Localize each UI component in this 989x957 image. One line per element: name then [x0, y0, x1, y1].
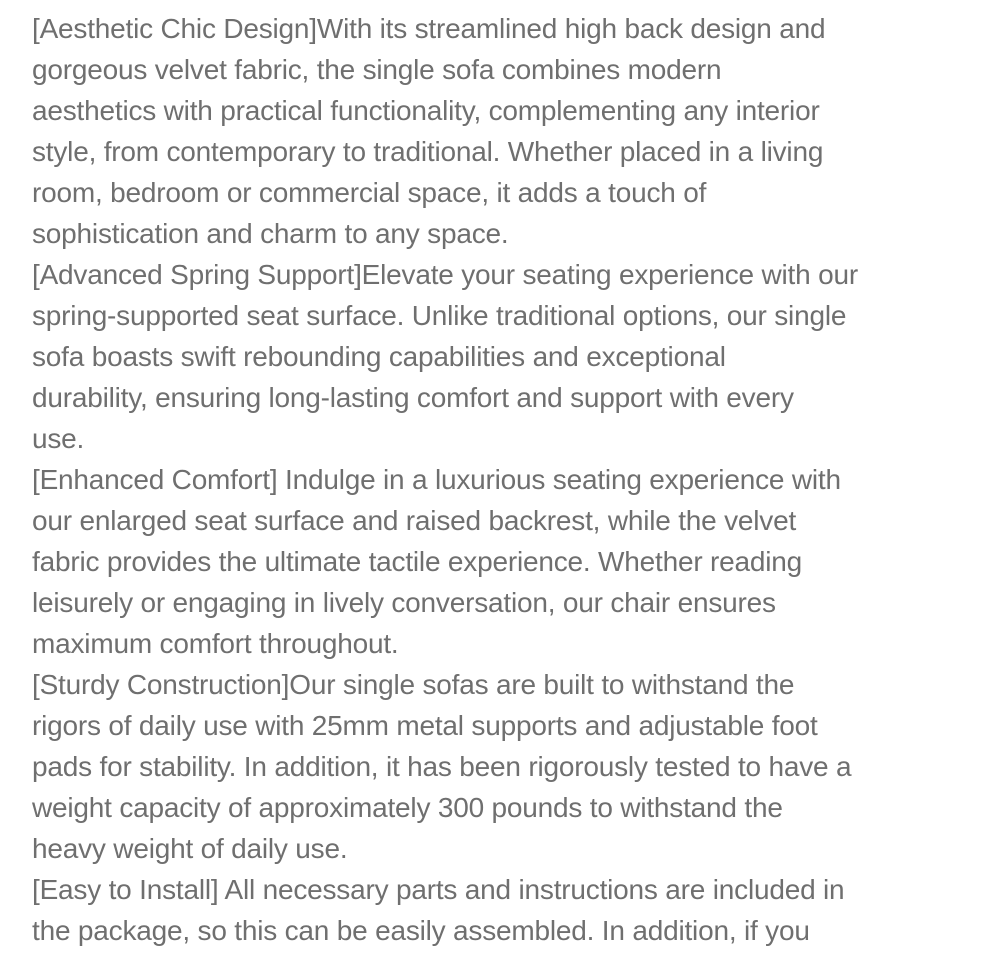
paragraph-advanced-spring-support [32, 254, 982, 459]
text-line: leisurely or engaging in lively conversation, our chair ensures [32, 587, 776, 618]
text-line: style, from contemporary to traditional. Whether placed in a living [32, 136, 824, 167]
paragraph-easy-to-install [32, 869, 982, 951]
paragraph-enhanced-comfort [32, 459, 982, 664]
text-line: [Easy to Install] All necessary parts and instructions are included in [32, 874, 845, 905]
text-line: [Enhanced Comfort] Indulge in a luxurious seating experience with [32, 464, 841, 495]
text-line: heavy weight of daily use. [32, 833, 348, 864]
text-line: [Aesthetic Chic Design]With its streamlined high back design and [32, 13, 826, 44]
text-line: maximum comfort throughout. [32, 628, 399, 659]
text-line: use. [32, 423, 85, 454]
paragraph-sturdy-construction [32, 664, 982, 869]
text-line: [Sturdy Construction]Our single sofas are built to withstand the [32, 669, 795, 700]
text-line: the package, so this can be easily assembled. In addition, if you [32, 915, 810, 946]
text-line: sofa boasts swift rebounding capabilities and exceptional [32, 341, 726, 372]
text-line: our enlarged seat surface and raised backrest, while the velvet [32, 505, 797, 536]
text-line: pads for stability. In addition, it has been rigorously tested to have a [32, 751, 852, 782]
paragraph-aesthetic-chic-design [32, 8, 982, 254]
text-line: spring-supported seat surface. Unlike traditional options, our single [32, 300, 847, 331]
text-line: aesthetics with practical functionality, complementing any interior [32, 95, 820, 126]
text-line: [Advanced Spring Support]Elevate your seating experience with our [32, 259, 858, 290]
text-line: room, bedroom or commercial space, it adds a touch of [32, 177, 707, 208]
product-description [32, 8, 982, 951]
text-line: gorgeous velvet fabric, the single sofa combines modern [32, 54, 722, 85]
text-line: fabric provides the ultimate tactile experience. Whether reading [32, 546, 803, 577]
text-line: sophistication and charm to any space. [32, 218, 509, 249]
text-line: durability, ensuring long-lasting comfort and support with every [32, 382, 794, 413]
text-line: rigors of daily use with 25mm metal supports and adjustable foot [32, 710, 818, 741]
text-line: weight capacity of approximately 300 pounds to withstand the [32, 792, 783, 823]
